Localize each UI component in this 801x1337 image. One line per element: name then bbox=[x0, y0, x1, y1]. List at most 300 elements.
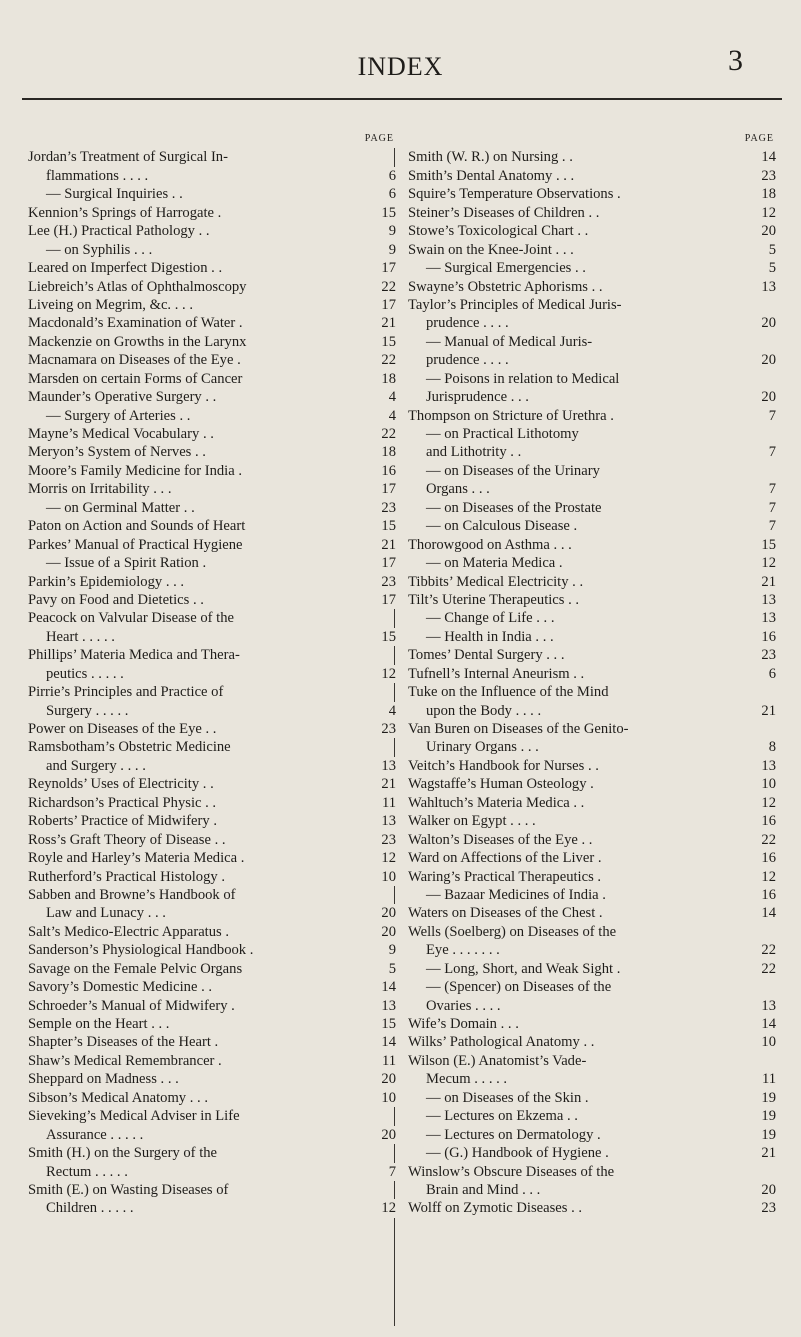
index-entry-page: 12 bbox=[381, 665, 396, 682]
index-entry-page: 7 bbox=[768, 444, 776, 461]
index-entry-text: Smith’s Dental Anatomy . . . bbox=[408, 167, 575, 184]
index-entry-page: 15 bbox=[381, 204, 396, 221]
index-entry-text: Tomes’ Dental Surgery . . . bbox=[408, 647, 565, 664]
index-entry bbox=[28, 554, 396, 572]
index-entry-text: Schroeder’s Manual of Midwifery . bbox=[28, 997, 235, 1014]
index-entry bbox=[28, 978, 396, 996]
index-entry-text: Sieveking’s Medical Adviser in Life bbox=[28, 1108, 240, 1125]
index-entry-page: 11 bbox=[381, 1052, 396, 1069]
index-entry-text: Wife’s Domain . . . bbox=[408, 1016, 519, 1032]
index-entry-page: 9 bbox=[388, 942, 396, 959]
index-entry bbox=[28, 259, 396, 277]
index-entry-page: 23 bbox=[381, 831, 396, 848]
index-entry-page: 21 bbox=[381, 536, 396, 553]
index-entry bbox=[28, 278, 396, 296]
index-entry-page: 7 bbox=[768, 518, 776, 535]
index-entry-page: 17 bbox=[381, 296, 396, 313]
index-entry bbox=[28, 702, 396, 720]
index-entry-page: 22 bbox=[381, 278, 396, 295]
index-entry bbox=[28, 1199, 396, 1217]
index-entry bbox=[408, 204, 776, 222]
index-entry-text: Shapter’s Diseases of the Heart . bbox=[28, 1034, 219, 1051]
index-entry-page: 13 bbox=[761, 278, 776, 295]
index-entry bbox=[408, 775, 776, 793]
index-entry bbox=[28, 1052, 396, 1070]
index-entry-text: — on Germinal Matter . . bbox=[46, 499, 195, 516]
index-entry-page: 16 bbox=[761, 886, 776, 903]
index-entry-page: 22 bbox=[381, 426, 396, 442]
index-entry-page: 14 bbox=[381, 1034, 396, 1051]
index-entry-page: 10 bbox=[381, 1089, 396, 1106]
index-entry bbox=[408, 407, 776, 425]
index-entry-page: 6 bbox=[388, 167, 396, 184]
index-entry bbox=[28, 868, 396, 886]
index-entry bbox=[28, 536, 396, 554]
index-entry bbox=[408, 978, 776, 996]
index-entry-page: 15 bbox=[381, 628, 396, 645]
index-entry bbox=[408, 222, 776, 240]
index-entry-page: 10 bbox=[761, 776, 776, 793]
index-entry-page: 14 bbox=[761, 149, 776, 166]
index-entry-text: and Lithotrity . . bbox=[426, 444, 522, 461]
index-entry-page: 13 bbox=[761, 610, 776, 627]
index-entry-text: — Bazaar Medicines of India . bbox=[426, 886, 606, 903]
index-entry-page: 18 bbox=[381, 444, 396, 461]
index-column-left bbox=[28, 130, 396, 1218]
index-entry-page: 20 bbox=[381, 1126, 396, 1143]
index-entry bbox=[408, 646, 776, 664]
index-entry bbox=[408, 1199, 776, 1217]
index-entry-text: Wahltuch’s Materia Medica . . bbox=[408, 794, 585, 811]
index-entry-page: 13 bbox=[381, 997, 396, 1014]
index-entry bbox=[408, 997, 776, 1015]
index-entry-text: — Lectures on Ekzema . . bbox=[426, 1108, 578, 1125]
index-entry bbox=[28, 941, 396, 959]
index-entry-page: 13 bbox=[381, 757, 396, 774]
index-entry-text: Macnamara on Diseases of the Eye . bbox=[28, 352, 241, 369]
page-header bbox=[0, 0, 801, 130]
index-entry-text: Wilks’ Pathological Anatomy . . bbox=[408, 1034, 595, 1051]
index-entry-page: 6 bbox=[388, 186, 396, 203]
index-entry-page: 15 bbox=[381, 1016, 396, 1032]
index-entry bbox=[28, 1181, 396, 1199]
index-entries-right bbox=[408, 148, 776, 1217]
index-entry-page: 18 bbox=[761, 186, 776, 203]
index-entry-text: Lee (H.) Practical Pathology . . bbox=[28, 223, 210, 240]
index-entry bbox=[28, 499, 396, 517]
index-entry bbox=[408, 462, 776, 480]
index-entry-page: 23 bbox=[761, 167, 776, 184]
index-entry-page: 16 bbox=[761, 813, 776, 830]
index-entry bbox=[408, 960, 776, 978]
index-entry-text: Moore’s Family Medicine for India . bbox=[28, 462, 242, 479]
index-entry-text: — on Calculous Disease . bbox=[426, 518, 578, 535]
index-entry bbox=[28, 333, 396, 351]
index-entry-page: 5 bbox=[388, 960, 396, 977]
index-entry bbox=[408, 370, 776, 388]
index-entry-page: 17 bbox=[381, 260, 396, 277]
index-entry-text: Rectum . . . . . bbox=[46, 1163, 128, 1180]
index-entry-text: Leared on Imperfect Digestion . . bbox=[28, 260, 223, 277]
index-entry-page: 11 bbox=[761, 1071, 776, 1088]
index-entry-text: Pavy on Food and Dietetics . . bbox=[28, 591, 204, 608]
index-entry bbox=[408, 517, 776, 535]
index-entry bbox=[408, 757, 776, 775]
index-entry-text: Reynolds’ Uses of Electricity . . bbox=[28, 776, 214, 793]
index-entry-page: 21 bbox=[381, 776, 396, 793]
index-entry-text: Brain and Mind . . . bbox=[426, 1181, 541, 1198]
index-entry bbox=[408, 425, 776, 443]
index-entry-text: Smith (H.) on the Surgery of the bbox=[28, 1145, 218, 1162]
index-entry-text: — on Diseases of the Urinary bbox=[426, 462, 600, 479]
index-entry-text: Walker on Egypt . . . . bbox=[408, 813, 536, 830]
index-entry-text: Maunder’s Operative Surgery . . bbox=[28, 389, 217, 406]
index-entry-text: Law and Lunacy . . . bbox=[46, 905, 166, 922]
index-entry-text: Tilt’s Uterine Therapeutics . . bbox=[408, 591, 580, 608]
index-entry-page: 12 bbox=[761, 868, 776, 885]
index-entry bbox=[28, 1126, 396, 1144]
index-entry-text: Tufnell’s Internal Aneurism . . bbox=[408, 665, 585, 682]
index-entry-text: Kennion’s Springs of Harrogate . bbox=[28, 204, 222, 221]
index-entry-page: 12 bbox=[761, 555, 776, 572]
index-entry bbox=[408, 1052, 776, 1070]
index-entry-text: Assurance . . . . . bbox=[46, 1126, 144, 1143]
index-entry-page: 17 bbox=[381, 555, 396, 572]
index-entry-text: Royle and Harley’s Materia Medica . bbox=[28, 850, 245, 867]
index-entry-page: 8 bbox=[768, 739, 776, 756]
index-entry-text: Sanderson’s Physiological Handbook . bbox=[28, 942, 254, 959]
index-entry-text: flammations . . . . bbox=[46, 167, 149, 184]
index-entry bbox=[28, 185, 396, 203]
header-rule bbox=[22, 98, 782, 100]
index-entry-page: 9 bbox=[388, 223, 396, 240]
running-title: INDEX bbox=[357, 52, 444, 81]
index-entry-text: — Surgical Emergencies . . bbox=[426, 260, 586, 277]
index-entry bbox=[408, 609, 776, 627]
index-entry bbox=[28, 407, 396, 425]
index-entry bbox=[408, 1126, 776, 1144]
index-entry-page: 13 bbox=[761, 591, 776, 608]
index-entry-text: Waring’s Practical Therapeutics . bbox=[408, 868, 602, 885]
index-entry-page: 10 bbox=[761, 1034, 776, 1051]
index-entry bbox=[408, 296, 776, 314]
index-entry-text: Surgery . . . . . bbox=[46, 702, 129, 719]
index-entry-text: — Manual of Medical Juris- bbox=[426, 333, 593, 350]
index-entry-text: Meryon’s System of Nerves . . bbox=[28, 444, 206, 461]
index-entry bbox=[408, 904, 776, 922]
index-entry bbox=[408, 812, 776, 830]
index-entry bbox=[28, 904, 396, 922]
index-entry-text: Thorowgood on Asthma . . . bbox=[408, 536, 572, 553]
index-entry-text: Urinary Organs . . . bbox=[426, 739, 539, 756]
index-entry bbox=[28, 1070, 396, 1088]
index-entry bbox=[408, 886, 776, 904]
index-entry bbox=[28, 960, 396, 978]
index-entry bbox=[28, 517, 396, 535]
index-entry bbox=[28, 462, 396, 480]
index-entry-text: Ward on Affections of the Liver . bbox=[408, 850, 602, 867]
index-entry-text: and Surgery . . . . bbox=[46, 757, 146, 774]
index-entry bbox=[28, 425, 396, 443]
index-entry-page: 6 bbox=[768, 665, 776, 682]
index-entry bbox=[408, 1163, 776, 1181]
index-entry bbox=[28, 628, 396, 646]
index-entry bbox=[28, 591, 396, 609]
index-entry-text: Savage on the Female Pelvic Organs bbox=[28, 960, 243, 977]
index-entry-text: Parkes’ Manual of Practical Hygiene bbox=[28, 536, 243, 553]
index-entry-page: 13 bbox=[761, 757, 776, 774]
index-entry bbox=[28, 923, 396, 941]
index-entry-text: Mecum . . . . . bbox=[426, 1071, 508, 1088]
index-entry-text: Mayne’s Medical Vocabulary . . bbox=[28, 426, 214, 442]
index-entry-page: 12 bbox=[761, 204, 776, 221]
index-entry-text: — on Materia Medica . bbox=[426, 555, 563, 572]
index-entry bbox=[28, 148, 396, 166]
index-entry bbox=[408, 241, 776, 259]
index-entry bbox=[28, 167, 396, 185]
index-entry-page: 21 bbox=[381, 315, 396, 332]
index-entry-text: prudence . . . . bbox=[426, 315, 509, 332]
index-entry-text: Mackenzie on Growths in the Larynx bbox=[28, 333, 247, 350]
index-entry-page: 5 bbox=[768, 241, 776, 258]
index-entry-page: 17 bbox=[381, 481, 396, 498]
index-entry-page: 23 bbox=[761, 1200, 776, 1217]
index-entry bbox=[28, 1033, 396, 1051]
index-entry bbox=[408, 167, 776, 185]
index-entry bbox=[28, 204, 396, 222]
index-entry bbox=[408, 148, 776, 166]
index-entry bbox=[408, 849, 776, 867]
index-entry bbox=[28, 1089, 396, 1107]
index-entry-page: 20 bbox=[381, 1071, 396, 1088]
index-entry-page: 19 bbox=[761, 1089, 776, 1106]
index-entry-page: 23 bbox=[761, 647, 776, 664]
index-entry bbox=[408, 1144, 776, 1162]
index-entry bbox=[408, 443, 776, 461]
index-entry-text: — Surgery of Arteries . . bbox=[46, 407, 191, 424]
index-entry bbox=[408, 702, 776, 720]
index-entry-text: Parkin’s Epidemiology . . . bbox=[28, 573, 185, 590]
index-entry-page: 12 bbox=[381, 1200, 396, 1217]
index-entry-page: 21 bbox=[761, 1145, 776, 1162]
index-entry-page: 16 bbox=[761, 628, 776, 645]
index-entry-text: Swain on the Knee-Joint . . . bbox=[408, 241, 574, 258]
index-entry-page: 12 bbox=[761, 794, 776, 811]
index-entry bbox=[408, 259, 776, 277]
index-entry-text: Jurisprudence . . . bbox=[426, 389, 529, 406]
index-entry-text: Peacock on Valvular Disease of the bbox=[28, 610, 235, 627]
index-entry-text: Wagstaffe’s Human Osteology . bbox=[408, 776, 594, 793]
index-entry bbox=[408, 536, 776, 554]
index-entry-text: Eye . . . . . . . bbox=[426, 942, 500, 959]
index-entry bbox=[408, 480, 776, 498]
index-entry-page: 20 bbox=[761, 1181, 776, 1198]
index-entry-text: Winslow’s Obscure Diseases of the bbox=[408, 1163, 615, 1180]
index-entry bbox=[28, 997, 396, 1015]
index-entry-page: 14 bbox=[761, 1016, 776, 1032]
index-entry-page: 21 bbox=[761, 573, 776, 590]
index-entry-page: 21 bbox=[761, 702, 776, 719]
index-entry bbox=[28, 831, 396, 849]
index-entry-page: 11 bbox=[381, 794, 396, 811]
index-entry-text: Steiner’s Diseases of Children . . bbox=[408, 204, 600, 221]
index-entry-text: Jordan’s Treatment of Surgical In- bbox=[28, 149, 228, 166]
index-entry bbox=[28, 241, 396, 259]
index-entry bbox=[28, 757, 396, 775]
index-entry-page: 16 bbox=[381, 462, 396, 479]
index-entry-page: 5 bbox=[768, 260, 776, 277]
index-entry bbox=[408, 1181, 776, 1199]
index-entry bbox=[28, 480, 396, 498]
index-entry-page: 19 bbox=[761, 1108, 776, 1125]
index-entry-page: 7 bbox=[388, 1163, 396, 1180]
index-entry bbox=[408, 185, 776, 203]
index-entry-text: Semple on the Heart . . . bbox=[28, 1016, 170, 1032]
index-entry bbox=[408, 665, 776, 683]
page-number: 3 bbox=[728, 44, 743, 77]
index-entry-text: Marsden on certain Forms of Cancer bbox=[28, 370, 243, 387]
index-entry-text: — on Syphilis . . . bbox=[46, 241, 153, 258]
index-entry bbox=[408, 923, 776, 941]
index-entry-page: 22 bbox=[761, 942, 776, 959]
index-entry bbox=[28, 351, 396, 369]
index-entry bbox=[28, 296, 396, 314]
index-entry-text: Liveing on Megrim, &c. . . . bbox=[28, 296, 193, 313]
index-entry-text: — Health in India . . . bbox=[426, 628, 554, 645]
index-entry-text: Ovaries . . . . bbox=[426, 997, 501, 1014]
index-entry-text: Pirrie’s Principles and Practice of bbox=[28, 684, 224, 701]
index-entry bbox=[28, 775, 396, 793]
index-entry-text: Sibson’s Medical Anatomy . . . bbox=[28, 1089, 208, 1106]
index-entry-text: Taylor’s Principles of Medical Juris- bbox=[408, 296, 622, 313]
index-entry bbox=[408, 1070, 776, 1088]
index-entry bbox=[408, 683, 776, 701]
index-entry-text: — (G.) Handbook of Hygiene . bbox=[426, 1145, 609, 1162]
index-entry-page: 10 bbox=[381, 868, 396, 885]
index-entry bbox=[28, 849, 396, 867]
index-entry bbox=[28, 720, 396, 738]
index-column-right bbox=[408, 130, 776, 1218]
index-entry-text: Sabben and Browne’s Handbook of bbox=[28, 886, 236, 903]
index-entry-page: 4 bbox=[388, 407, 396, 424]
index-entry bbox=[28, 1015, 396, 1033]
index-entry bbox=[28, 388, 396, 406]
index-entry-text: — Lectures on Dermatology . bbox=[426, 1126, 601, 1143]
index-entry-text: Tibbits’ Medical Electricity . . bbox=[408, 573, 584, 590]
index-entry-text: Squire’s Temperature Observations . bbox=[408, 186, 621, 203]
index-entry-page: 17 bbox=[381, 591, 396, 608]
index-entry-text: Stowe’s Toxicological Chart . . bbox=[408, 223, 589, 240]
index-entry-text: Ramsbotham’s Obstetric Medicine bbox=[28, 739, 231, 756]
index-entry bbox=[28, 443, 396, 461]
index-entry-text: — on Diseases of the Skin . bbox=[426, 1089, 589, 1106]
index-entry-text: Waters on Diseases of the Chest . bbox=[408, 905, 603, 922]
index-entry bbox=[408, 794, 776, 812]
index-entry-text: — Long, Short, and Weak Sight . bbox=[426, 960, 621, 977]
index-entry-page: 14 bbox=[761, 905, 776, 922]
index-entry bbox=[28, 1107, 396, 1125]
index-entry-page: 15 bbox=[381, 518, 396, 535]
index-entry-text: — Surgical Inquiries . . bbox=[46, 186, 183, 203]
index-entry-page: 20 bbox=[381, 923, 396, 940]
index-entry bbox=[28, 665, 396, 683]
index-entry bbox=[408, 868, 776, 886]
index-entry bbox=[408, 1015, 776, 1033]
index-entry-page: 7 bbox=[768, 499, 776, 516]
index-entry bbox=[408, 720, 776, 738]
index-entry-page: 7 bbox=[768, 481, 776, 498]
index-entry-page: 4 bbox=[388, 389, 396, 406]
index-entry-text: Wilson (E.) Anatomist’s Vade- bbox=[408, 1052, 587, 1069]
index-entry-page: 22 bbox=[761, 831, 776, 848]
index-entry bbox=[28, 1163, 396, 1181]
index-entry-page: 20 bbox=[381, 905, 396, 922]
index-entry bbox=[28, 794, 396, 812]
index-entry bbox=[408, 1107, 776, 1125]
index-entry bbox=[408, 628, 776, 646]
index-entry bbox=[408, 1089, 776, 1107]
index-entry-page: 20 bbox=[761, 389, 776, 406]
index-entry-text: Rutherford’s Practical Histology . bbox=[28, 868, 225, 885]
index-entry-page: 22 bbox=[381, 352, 396, 369]
index-entry-text: — Issue of a Spirit Ration . bbox=[46, 555, 207, 572]
index-entry-page: 22 bbox=[761, 960, 776, 977]
index-entry-text: — on Diseases of the Prostate bbox=[426, 499, 602, 516]
index-entry-text: Power on Diseases of the Eye . . bbox=[28, 721, 217, 737]
index-entry-text: Shaw’s Medical Remembrancer . bbox=[28, 1052, 222, 1069]
index-entry-text: Liebreich’s Atlas of Ophthalmoscopy bbox=[28, 278, 247, 295]
index-entry-text: Paton on Action and Sounds of Heart bbox=[28, 518, 246, 535]
page-column-label: PAGE bbox=[744, 133, 774, 144]
index-entry-text: Roberts’ Practice of Midwifery . bbox=[28, 813, 217, 830]
index-entry bbox=[408, 314, 776, 332]
index-entry-text: prudence . . . . bbox=[426, 352, 509, 369]
index-entry bbox=[28, 646, 396, 664]
index-entry-page: 13 bbox=[381, 813, 396, 830]
index-entry bbox=[408, 278, 776, 296]
index-entry bbox=[408, 388, 776, 406]
index-entry bbox=[408, 831, 776, 849]
index-entry-page: 20 bbox=[761, 223, 776, 240]
index-entry bbox=[28, 738, 396, 756]
index-entry-text: Sheppard on Madness . . . bbox=[28, 1071, 179, 1088]
index-entries-left bbox=[28, 148, 396, 1217]
index-entry-text: Organs . . . bbox=[426, 481, 490, 498]
index-entry-page: 23 bbox=[381, 721, 396, 737]
index-entry-text: Van Buren on Diseases of the Genito- bbox=[408, 721, 629, 737]
index-entry-page: 23 bbox=[381, 573, 396, 590]
index-entry-text: upon the Body . . . . bbox=[426, 702, 542, 719]
index-entry-text: peutics . . . . . bbox=[46, 665, 124, 682]
index-entry-page: 7 bbox=[768, 407, 776, 424]
index-entry-page: 18 bbox=[381, 370, 396, 387]
index-entry bbox=[408, 351, 776, 369]
index-entry-text: Wells (Soelberg) on Diseases of the bbox=[408, 923, 617, 940]
index-entry-text: Smith (W. R.) on Nursing . . bbox=[408, 149, 573, 166]
index-entry bbox=[408, 573, 776, 591]
index-entry bbox=[28, 222, 396, 240]
index-entry bbox=[408, 591, 776, 609]
index-entry bbox=[28, 573, 396, 591]
index-entry bbox=[408, 333, 776, 351]
index-entry-text: Veitch’s Handbook for Nurses . . bbox=[408, 757, 599, 774]
index-entry bbox=[28, 314, 396, 332]
index-entry-text: Richardson’s Practical Physic . . bbox=[28, 794, 217, 811]
index-entry-page: 19 bbox=[761, 1126, 776, 1143]
index-entry-text: — Change of Life . . . bbox=[426, 610, 555, 627]
index-entry-text: Swayne’s Obstetric Aphorisms . . bbox=[408, 278, 603, 295]
index-entry bbox=[28, 812, 396, 830]
